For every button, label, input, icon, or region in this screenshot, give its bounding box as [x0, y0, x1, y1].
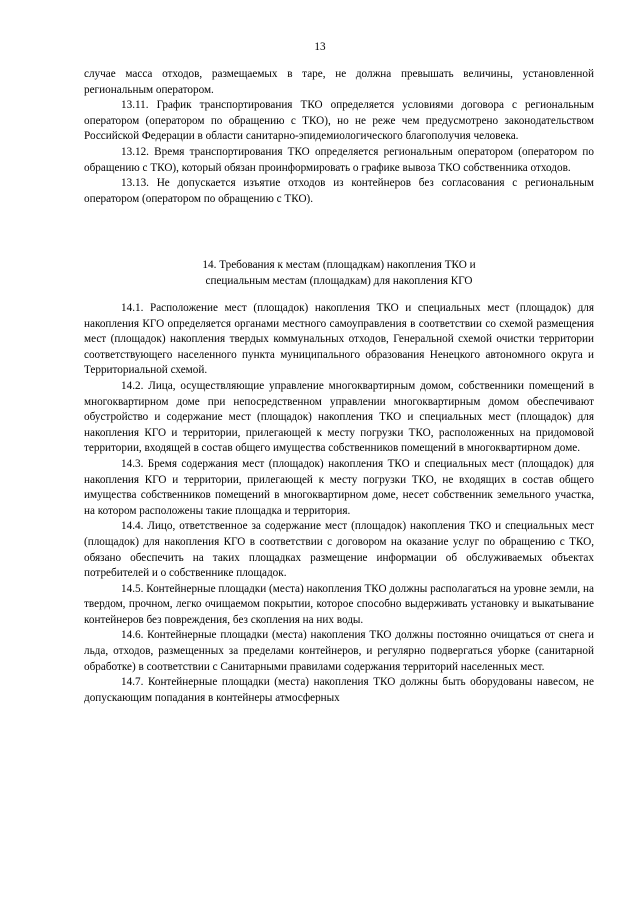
page-number: 13: [314, 41, 326, 53]
section-heading-line-2: специальным местам (площадкам) для накопления КГО: [205, 274, 473, 287]
top-paragraphs: [84, 67, 594, 207]
section-paragraphs: [84, 301, 594, 706]
paragraph-13-13: 13.13. Не допускается изъятие отходов из контейнеров без согласования с региональным оператором (оператором по обращению с ТКО).: [84, 177, 594, 205]
section-heading-line-1: 14. Требования к местам (площадкам) накопления ТКО и: [202, 259, 476, 271]
paragraph-14-3: 14.3. Бремя содержания мест (площадок) накопления ТКО и специальных мест (площадок) для накопления КГО и территории, прилегающей к месту погрузки ТКО, не входящих в состав общего имущества собственников помещений в многоквартирном доме, несет собственник земельного участка, на котором расположены такие площадка и территория.: [84, 457, 594, 517]
paragraph-13-11: 13.11. График транспортирования ТКО определяется условиями договора с региональным оператором (оператором по обращению с ТКО), но не реже чем предусмотрено законодательством Российской Федерации в области санитарно-эпидемиологического благополучия человека.: [84, 99, 594, 143]
paragraph-13-12: 13.12. Время транспортирования ТКО определяется региональным оператором (оператором по обращению с ТКО), который обязан проинформировать о графике вывоза ТКО собственника отходов.: [84, 145, 594, 174]
paragraph-14-1: 14.1. Расположение мест (площадок) накопления ТКО и специальных мест (площадок) для накопления КГО определяется органами местного самоуправления в соответствии со схемой размещения мест (площадок) накопления твердых коммунальных отходов, Генеральной схемой очистки территории соответствующего населенного пункта муниципального образования Ненецкого автономного округа и Территориальной схемой.: [84, 302, 594, 377]
paragraph-14-2: 14.2. Лица, осуществляющие управление многоквартирным домом, собственники помещений в многоквартирном доме при непосредственном управлении многоквартирным домом обеспечивают обустройство и содержание мест (площадок) накопления ТКО и специальных мест (площадок) для накопления КГО и территории, прилегающей к месту погрузки ТКО, расположенных на придомовой территории, входящей в состав общего имущества собственников помещений в многоквартирном доме.: [84, 379, 594, 455]
paragraph-14-7: 14.7. Контейнерные площадки (места) накопления ТКО должны быть оборудованы навесом, не допускающим попадания в контейнеры атмосферных: [84, 676, 594, 704]
paragraph-continuation: случае масса отходов, размещаемых в таре, не должна превышать величины, установленной региональным оператором.: [84, 68, 594, 96]
section-heading: [84, 258, 594, 289]
paragraph-14-4: 14.4. Лицо, ответственное за содержание мест (площадок) накопления ТКО и специальных мест (площадок) для накопления КГО в соответствии с договором на оказание услуг по обращению с ТКО, обязано обеспечить на таких площадках размещение информации об обслуживаемых объектах потребителей и о собственнике площадок.: [84, 520, 594, 580]
paragraph-14-6: 14.6. Контейнерные площадки (места) накопления ТКО должны постоянно очищаться от снега и льда, отходов, размещенных за пределами контейнеров, и регулярно подвергаться уборке (санитарной обработке) в соответствии с Санитарными правилами содержания территорий населенных мест.: [84, 629, 594, 673]
paragraph-14-5: 14.5. Контейнерные площадки (места) накопления ТКО должны располагаться на уровне земли, на твердом, прочном, легко очищаемом покрытии, которое способно выдерживать установку и выкатывание контейнеров без повреждения, без скопления на них воды.: [84, 582, 594, 626]
